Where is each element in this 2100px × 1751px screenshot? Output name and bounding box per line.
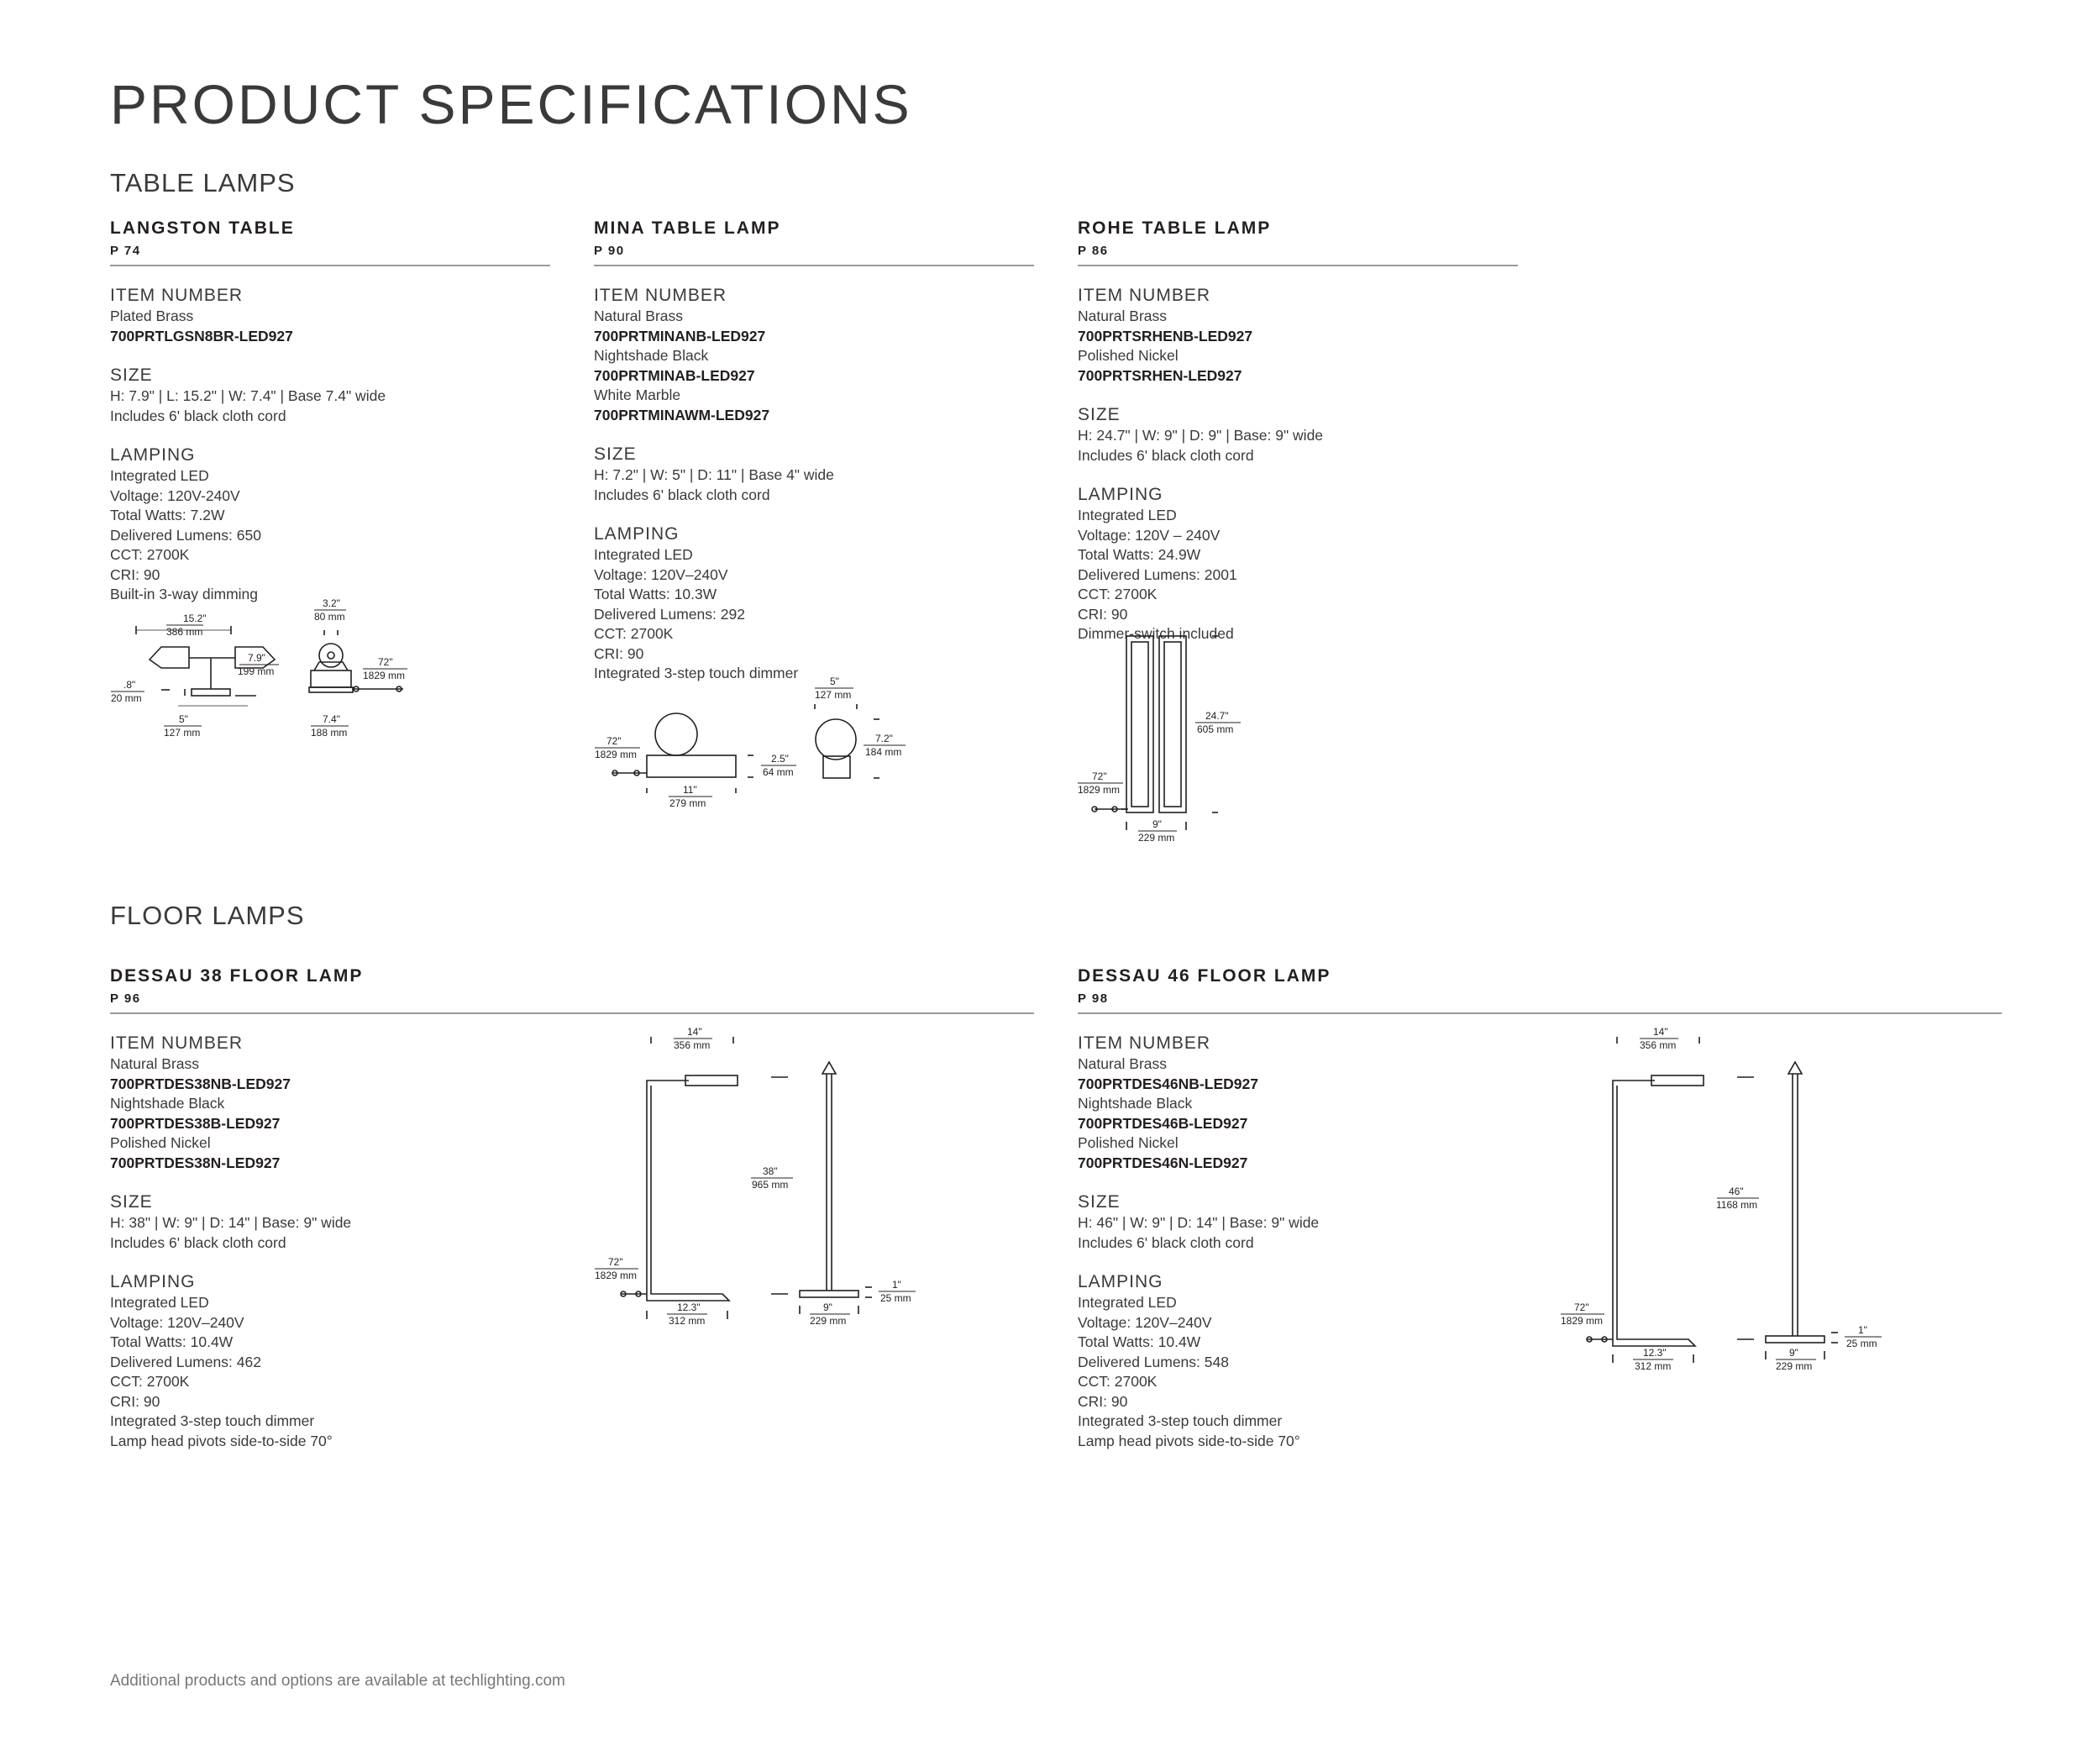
item-number-heading: ITEM NUMBER <box>1078 1033 1210 1053</box>
size-heading: SIZE <box>1078 405 1121 424</box>
dim-label: 229 mm <box>1776 1360 1813 1372</box>
divider <box>110 1012 1034 1014</box>
divider <box>1078 1012 2002 1014</box>
size-line: H: 7.9" | L: 15.2" | W: 7.4" | Base 7.4" wide <box>110 387 386 404</box>
lamping-heading: LAMPING <box>1078 485 1163 504</box>
size-line: Includes 6' black cloth cord <box>594 486 770 503</box>
lamping-line: Total Watts: 10.4W <box>1078 1333 1201 1350</box>
lamping-line: Delivered Lumens: 548 <box>1078 1353 1229 1370</box>
size-line: Includes 6' black cloth cord <box>1078 1233 1254 1251</box>
lamping-line: CCT: 2700K <box>1078 586 1158 602</box>
item-code: 700PRTSRHEN-LED927 <box>1078 366 1242 384</box>
item-code: 700PRTDES38NB-LED927 <box>110 1075 291 1092</box>
dim-label: 229 mm <box>1138 832 1175 844</box>
size-line: H: 24.7" | W: 9" | D: 9" | Base: 9" wide <box>1078 427 1324 444</box>
page-reference: P 96 <box>110 991 141 1006</box>
size-heading: SIZE <box>1078 1192 1121 1212</box>
lamping-line: Delivered Lumens: 462 <box>110 1353 261 1370</box>
item-code: 700PRTMINANB-LED927 <box>594 327 766 344</box>
dim-label: 25 mm <box>1846 1338 1877 1349</box>
item-number-heading: ITEM NUMBER <box>110 1033 243 1053</box>
lamping-line: CRI: 90 <box>594 644 644 662</box>
lamping-line: CCT: 2700K <box>594 625 674 642</box>
section-title-floor-lamps: FLOOR LAMPS <box>110 901 305 930</box>
dim-label: 72" <box>606 735 622 747</box>
size-heading: SIZE <box>110 1192 153 1212</box>
lamping-line: Total Watts: 10.3W <box>594 586 717 602</box>
lamping-line: CRI: 90 <box>110 565 160 583</box>
dim-label: 72" <box>1092 770 1107 782</box>
lamping-line: Delivered Lumens: 650 <box>110 526 261 544</box>
dim-label: 5" <box>179 713 188 725</box>
dim-label: 80 mm <box>314 611 345 623</box>
lamping-line: CRI: 90 <box>1078 605 1128 623</box>
product-name: DESSAU 38 FLOOR LAMP <box>110 966 364 986</box>
lamping-line: CCT: 2700K <box>110 1373 190 1390</box>
dessau-46-dimension-drawing <box>1554 1025 1907 1386</box>
item-code: 700PRTDES38N-LED927 <box>110 1154 281 1171</box>
lamping-line: Total Watts: 10.4W <box>110 1333 234 1350</box>
lamping-line: Voltage: 120V–240V <box>1078 1313 1212 1331</box>
dim-label: 9" <box>1789 1347 1798 1359</box>
lamping-heading: LAMPING <box>594 524 680 544</box>
lamping-line: Integrated LED <box>1078 1294 1177 1311</box>
dim-label: 9" <box>823 1301 832 1313</box>
dim-label: 1" <box>1858 1324 1867 1336</box>
page-reference: P 86 <box>1078 244 1109 258</box>
dim-label: 38" <box>763 1165 778 1177</box>
dim-label: 386 mm <box>166 626 203 638</box>
size-line: H: 7.2" | W: 5" | D: 11" | Base 4" wide <box>594 466 834 483</box>
lamping-line: Delivered Lumens: 292 <box>594 605 745 623</box>
dim-label: 64 mm <box>763 766 794 778</box>
size-heading: SIZE <box>110 365 153 385</box>
finish-label: Polished Nickel <box>1078 347 1179 364</box>
dim-label: 1168 mm <box>1716 1199 1758 1211</box>
langston-shade-left <box>150 647 189 668</box>
dim-label: .8" <box>123 679 136 691</box>
lamping-line: CCT: 2700K <box>110 546 190 563</box>
lamping-line: Lamp head pivots side-to-side 70° <box>110 1432 333 1449</box>
dim-label: 24.7" <box>1205 710 1229 722</box>
lamping-line: Integrated LED <box>110 1294 209 1311</box>
product-name: MINA TABLE LAMP <box>594 218 781 238</box>
dim-label: 1829 mm <box>595 1270 638 1281</box>
item-code: 700PRTSRHENB-LED927 <box>1078 327 1253 344</box>
product-name: ROHE TABLE LAMP <box>1078 218 1272 238</box>
page-title: PRODUCT SPECIFICATIONS <box>110 73 912 135</box>
dim-label: 1829 mm <box>595 749 638 760</box>
lamping-line: Integrated LED <box>110 467 209 484</box>
lamping-line: Dimmer-switch included <box>1078 625 1234 642</box>
dim-label: 312 mm <box>1635 1360 1672 1372</box>
dim-label: 14" <box>687 1026 702 1038</box>
finish-label: White Marble <box>594 386 681 403</box>
dim-label: 46" <box>1729 1186 1744 1197</box>
lamping-line: Voltage: 120V–240V <box>594 565 728 583</box>
langston-dimension-drawing <box>101 588 437 765</box>
size-line: Includes 6' black cloth cord <box>110 407 286 424</box>
item-code: 700PRTMINAWM-LED927 <box>594 406 770 423</box>
dim-label: 127 mm <box>164 727 201 739</box>
dim-label: 279 mm <box>669 797 706 809</box>
size-line: H: 46" | W: 9" | D: 14" | Base: 9" wide <box>1078 1214 1320 1231</box>
lamping-line: Voltage: 120V – 240V <box>1078 526 1221 544</box>
lamping-heading: LAMPING <box>1078 1272 1163 1291</box>
dim-label: 1" <box>892 1279 901 1291</box>
finish-label: Nightshade Black <box>594 347 709 364</box>
dim-label: 1829 mm <box>363 670 406 681</box>
dim-label: 11" <box>683 784 697 796</box>
dim-label: 965 mm <box>752 1179 789 1191</box>
dim-label: 1829 mm <box>1078 784 1121 796</box>
dim-label: 3.2" <box>323 597 340 609</box>
lamping-line: Integrated 3-step touch dimmer <box>1078 1412 1283 1429</box>
item-code: 700PRTLGSN8BR-LED927 <box>110 327 293 344</box>
lamping-line: Voltage: 120V–240V <box>110 1313 244 1331</box>
item-code: 700PRTDES46N-LED927 <box>1078 1154 1248 1171</box>
dim-label: 72" <box>1574 1301 1589 1313</box>
section-title-table-lamps: TABLE LAMPS <box>110 168 296 197</box>
lamping-line: Total Watts: 7.2W <box>110 507 225 523</box>
finish-label: Natural Brass <box>110 1055 200 1072</box>
dim-label: 7.2" <box>875 733 893 744</box>
dim-label: 15.2" <box>183 613 207 624</box>
item-number-heading: ITEM NUMBER <box>594 286 727 305</box>
dim-label: 72" <box>608 1256 623 1268</box>
size-line: H: 38" | W: 9" | D: 14" | Base: 9" wide <box>110 1214 352 1231</box>
dim-label: 188 mm <box>311 727 348 739</box>
lamping-line: Integrated 3-step touch dimmer <box>110 1412 315 1429</box>
finish-label: Plated Brass <box>110 308 194 324</box>
dim-label: 356 mm <box>674 1039 711 1051</box>
dim-label: 127 mm <box>815 689 852 701</box>
dim-label: 20 mm <box>111 692 142 704</box>
dim-label: 72" <box>378 656 393 668</box>
dim-label: 25 mm <box>880 1292 911 1304</box>
lamping-line: Integrated 3-step touch dimmer <box>594 665 799 681</box>
dim-label: 312 mm <box>669 1315 706 1327</box>
dim-label: 7.9" <box>248 652 265 664</box>
dim-label: 199 mm <box>238 665 275 677</box>
lamping-line: Voltage: 120V-240V <box>110 486 240 504</box>
dim-label: 356 mm <box>1640 1039 1677 1051</box>
dim-label: 229 mm <box>810 1315 847 1327</box>
product-name: LANGSTON TABLE <box>110 218 295 238</box>
item-number-heading: ITEM NUMBER <box>1078 286 1210 305</box>
divider <box>594 265 1034 266</box>
lamping-line: CRI: 90 <box>1078 1392 1128 1410</box>
product-name: DESSAU 46 FLOOR LAMP <box>1078 966 1331 986</box>
size-line: Includes 6' black cloth cord <box>1078 446 1254 464</box>
product-rohe <box>1078 218 1518 644</box>
dim-label: 605 mm <box>1197 723 1234 735</box>
size-heading: SIZE <box>594 444 637 464</box>
rohe-dimension-drawing <box>1071 630 1289 849</box>
dim-label: 12.3" <box>1643 1347 1667 1359</box>
finish-label: Natural Brass <box>1078 1055 1168 1072</box>
lamping-line: Integrated LED <box>1078 507 1177 523</box>
item-code: 700PRTDES46NB-LED927 <box>1078 1075 1258 1092</box>
dim-label: 1829 mm <box>1561 1315 1604 1327</box>
page-reference: P 98 <box>1078 991 1109 1006</box>
mina-dimension-drawing <box>588 672 924 815</box>
dim-label: 12.3" <box>677 1301 701 1313</box>
lamping-line: Built-in 3-way dimming <box>110 586 259 602</box>
finish-label: Natural Brass <box>1078 308 1168 324</box>
lamping-line: Integrated LED <box>594 546 693 563</box>
dim-label: 9" <box>1152 818 1162 830</box>
item-number-heading: ITEM NUMBER <box>110 286 243 305</box>
lamping-line: Lamp head pivots side-to-side 70° <box>1078 1432 1300 1449</box>
size-line: Includes 6' black cloth cord <box>110 1233 286 1251</box>
dessau-38-dimension-drawing <box>588 1025 941 1336</box>
lamping-line: CRI: 90 <box>110 1392 160 1410</box>
lamping-heading: LAMPING <box>110 1272 196 1291</box>
lamping-line: Delivered Lumens: 2001 <box>1078 565 1237 583</box>
dim-label: 5" <box>830 676 839 687</box>
finish-label: Natural Brass <box>594 308 684 324</box>
product-langston <box>110 218 550 605</box>
dim-label: 7.4" <box>323 713 340 725</box>
finish-label: Nightshade Black <box>1078 1095 1193 1112</box>
item-code: 700PRTMINAB-LED927 <box>594 366 755 384</box>
dim-label: 14" <box>1653 1026 1668 1038</box>
finish-label: Nightshade Black <box>110 1095 225 1112</box>
divider <box>110 265 550 266</box>
dim-label: 184 mm <box>865 746 902 758</box>
page-reference: P 74 <box>110 244 141 258</box>
dim-label: 2.5" <box>771 753 789 765</box>
finish-label: Polished Nickel <box>1078 1134 1179 1151</box>
lamping-line: CCT: 2700K <box>1078 1373 1158 1390</box>
lamping-heading: LAMPING <box>110 445 196 465</box>
divider <box>1078 265 1518 266</box>
item-code: 700PRTDES38B-LED927 <box>110 1114 281 1132</box>
finish-label: Polished Nickel <box>110 1134 211 1151</box>
page-reference: P 90 <box>594 244 625 258</box>
footer-note: Additional products and options are available at techlighting.com <box>110 1672 565 1690</box>
item-code: 700PRTDES46B-LED927 <box>1078 1114 1248 1132</box>
product-mina <box>594 218 1034 684</box>
lamping-line: Total Watts: 24.9W <box>1078 546 1201 563</box>
